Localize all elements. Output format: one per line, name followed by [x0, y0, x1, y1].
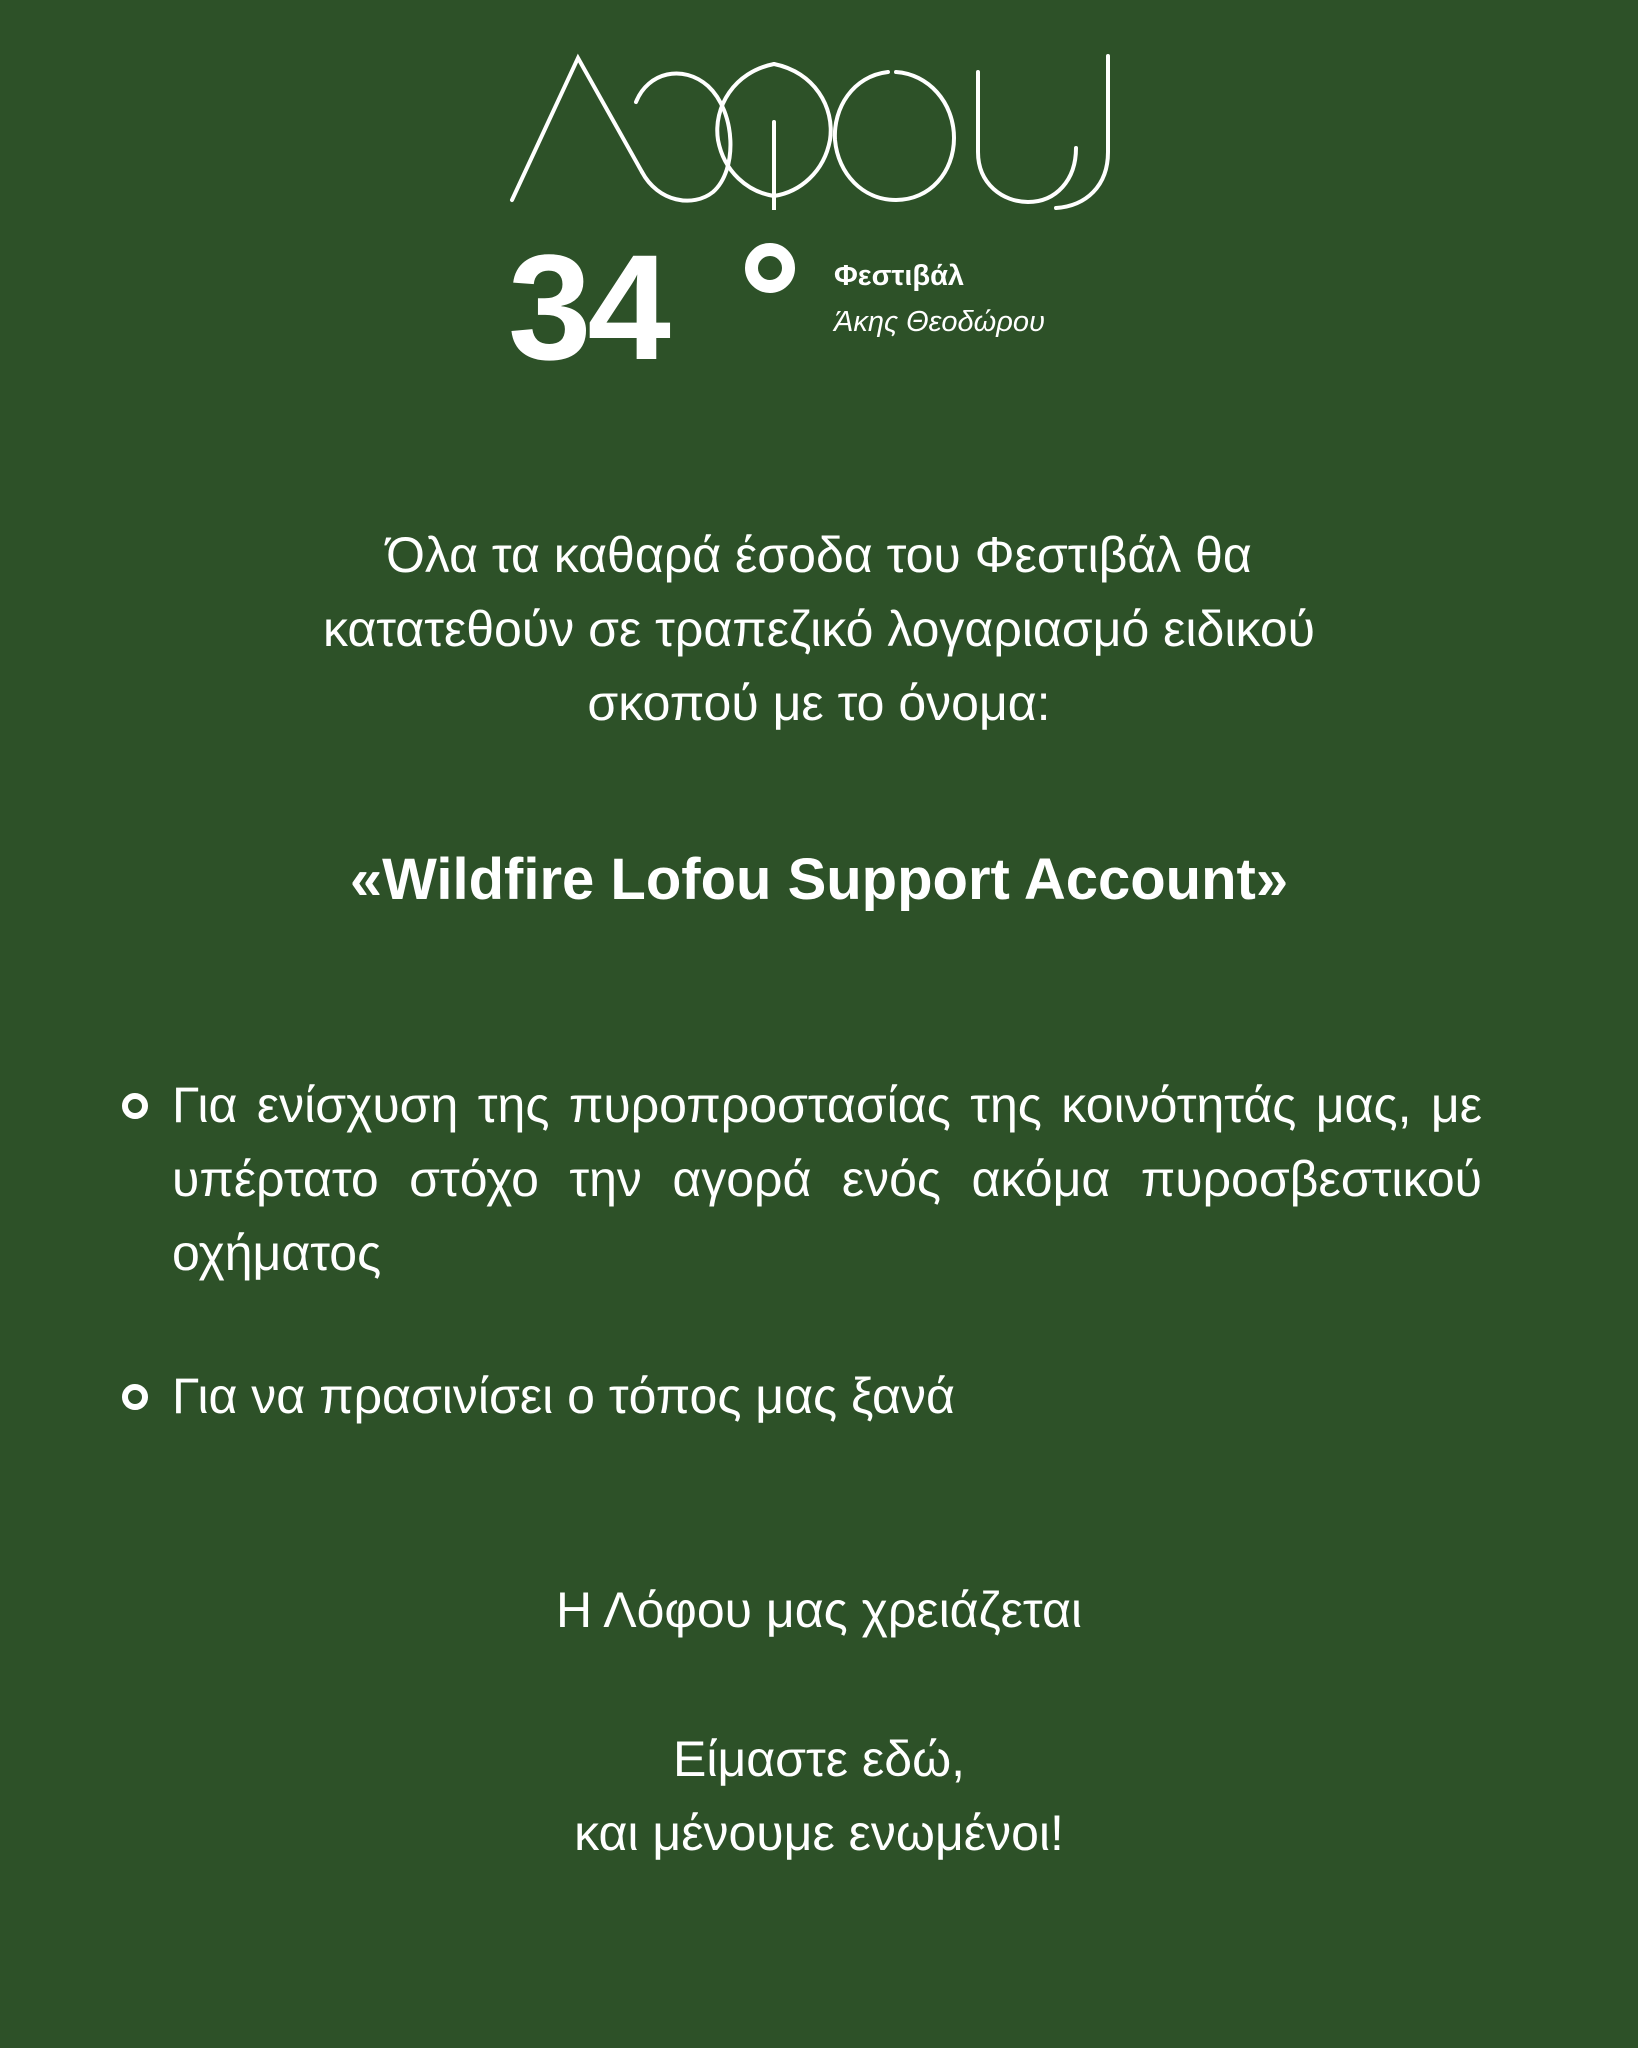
closing-message: Είμαστε εδώ, και μένουμε ενωμένοι!: [574, 1731, 1064, 1861]
account-name: «Wildfire Lofou Support Account»: [349, 847, 1289, 912]
edition-number: 34: [508, 223, 667, 391]
bullet-circle-icon: [122, 1384, 148, 1410]
closing-line: Η Λόφου μας χρειάζεται: [555, 1582, 1082, 1638]
bullet-circle-icon: [122, 1093, 148, 1119]
festival-wordmark-logo: [508, 52, 1128, 210]
festival-subtitle: Άκης Θεοδώρου: [834, 306, 1045, 338]
intro-paragraph: Όλα τα καθαρά έσοδα του Φεστιβάλ θα κατατεθούν σε τραπεζικό λογαριασμό ειδικού σκοπού με το όνομα:: [322, 527, 1316, 731]
list-item-text: Για ενίσχυση της πυροπροστασίας της κοινότητάς μας, με υπέρτατο στόχο την αγορά ενός ακόμα πυροσβεστικού οχήματος: [172, 1077, 1482, 1281]
ordinal-degree-mark: [745, 243, 795, 293]
list-item-text: Για να πρασινίσει ο τόπος μας ξανά: [172, 1368, 955, 1424]
festival-label: Φεστιβάλ: [834, 260, 965, 292]
list-item: [122, 1068, 1482, 1290]
list-item: [122, 1359, 1482, 1433]
